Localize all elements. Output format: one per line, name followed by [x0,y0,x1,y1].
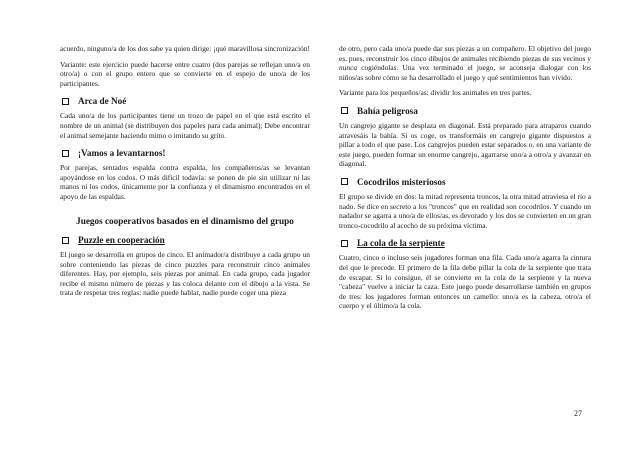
checkbox-bullet-icon [62,98,69,105]
checkbox-bullet-icon [341,240,348,247]
heading-vamos-a-levantarnos: ¡Vamos a levantarnos! [60,148,310,158]
heading-arca-de-noe: Arca de Noé [60,96,310,106]
checkbox-bullet-icon [341,107,348,114]
checkbox-bullet-icon [341,178,348,185]
checkbox-bullet-icon [62,237,69,244]
checkbox-bullet-icon [62,150,69,157]
paragraph-cola: Cuatro, cinco o incluso seis jugadores forman una fila. Cada uno/a agarra la cintura del que le precede. El primero de la fila debe pillar la cola de la serpiente que trata de escapar. Si lo consigue, él se convierte en la cola de la serpiente y la nueva "cabeza" vuelve a iniciar la caza. Este juego puede desarrollarse también en grupos de tres: los jugadores forman entonces un camello: uno/a es la cabeza, otro/a el cuerpo y el último/a la cola. [339,253,591,311]
paragraph-vamos: Por parejas, sentados espalda contra espalda, los compañeros/as se levantan apoyándose en los codos. O más difícil todavía: se ponen de pie sin utilizar ni las manos ni los codos, únicamente por la confianza y el dinamismo encontrados en el apoyo de las espaldas. [60,163,310,201]
paragraph-cocodrilos: El grupo se divide en dos: la mitad representa troncos, la otra mitad atraviesa el río a nado. Se dice en secreto a los "troncos" que en realidad son cocodrilos. Y cuando un nadador se agarra a uno/a de ellos/as, es devorado y los dos se convierten en un gran tronco-cocodrilo al acecho de su próxima víctima. [339,191,591,230]
left-column [60,44,310,304]
paragraph-bahia: Un cangrejo gigante se desplaza en diagonal. Está preparado para atraparos cuando atravesáis la bahía. Si os coge, os transformáis en cangrejo gigante dispuestos a pillar a todo el que pase. Los cangrejos pueden estar separados o, en una variante de este juego, pueden formar un enorme cangrejo, agarrarse uno/a a otro/a y avanzar en diagonal. [339,120,591,169]
paragraph-puzzle-continued: de otro, pero cada uno/a puede dar sus piezas a un compañero. El objetivo del juego es, pues, reconstruir los cinco dibujos de animales recibiendo piezas de sus vecinos y nunca cogiéndolas. Una vez terminado el juego, se aconseja dialogar con los niños/as sobre cómo se ha desarrollado el juego y qué sentimientos han vivido. [339,44,591,82]
heading-puzzle: Puzzle en cooperación [60,235,310,245]
emphasis: nunca [339,63,358,73]
page-number: 27 [574,409,582,418]
heading-cola-serpiente: La cola de la serpiente [339,238,591,248]
paragraph-variant-small: Variante para los pequeños/as: dividir los animales en tres partes. [339,88,532,98]
heading-cocodrilos: Cocodrilos misteriosos [339,177,591,187]
section-title: Juegos cooperativos basados en el dinamismo del grupo [76,215,294,226]
paragraph-arca: Cada uno/a de los participantes tiene un trozo de papel en el que está escrito el nombre de un animal (se distribuyen dos papeles para cada animal); Debe encontrar el animal semejante haciendo mimo o imitando su grito. [60,111,310,140]
heading-bahia-peligrosa: Bahía peligrosa [339,106,591,116]
paragraph-variant: Variante: este ejercicio puede hacerse entre cuatro (dos parejas se reflejan uno/a en otro/a) o con el grupo entero que se convierte en el espejo de uno/a de los participantes. [60,59,310,88]
right-column [339,44,591,317]
paragraph: acuerdo, ninguno/a de los dos sabe ya quien dirige: ¡qué maravillosa sincronización! [60,44,310,53]
paragraph-puzzle: El juego se desarrolla en grupos de cinco. El animador/a distribuye a cada grupo un sobre conteniendo las piezas de cinco puzzles para reconstruir cinco animales diferentes. Hay, por ejemplo, seis piezas por animal. En cada grupo, cada jugador recibe el mismo número de piezas y las coloca delante con el dibujo a la vista. Se trata de respetar tres reglas: nadie puede hablar, nadie puede coger una pieza [60,250,310,298]
